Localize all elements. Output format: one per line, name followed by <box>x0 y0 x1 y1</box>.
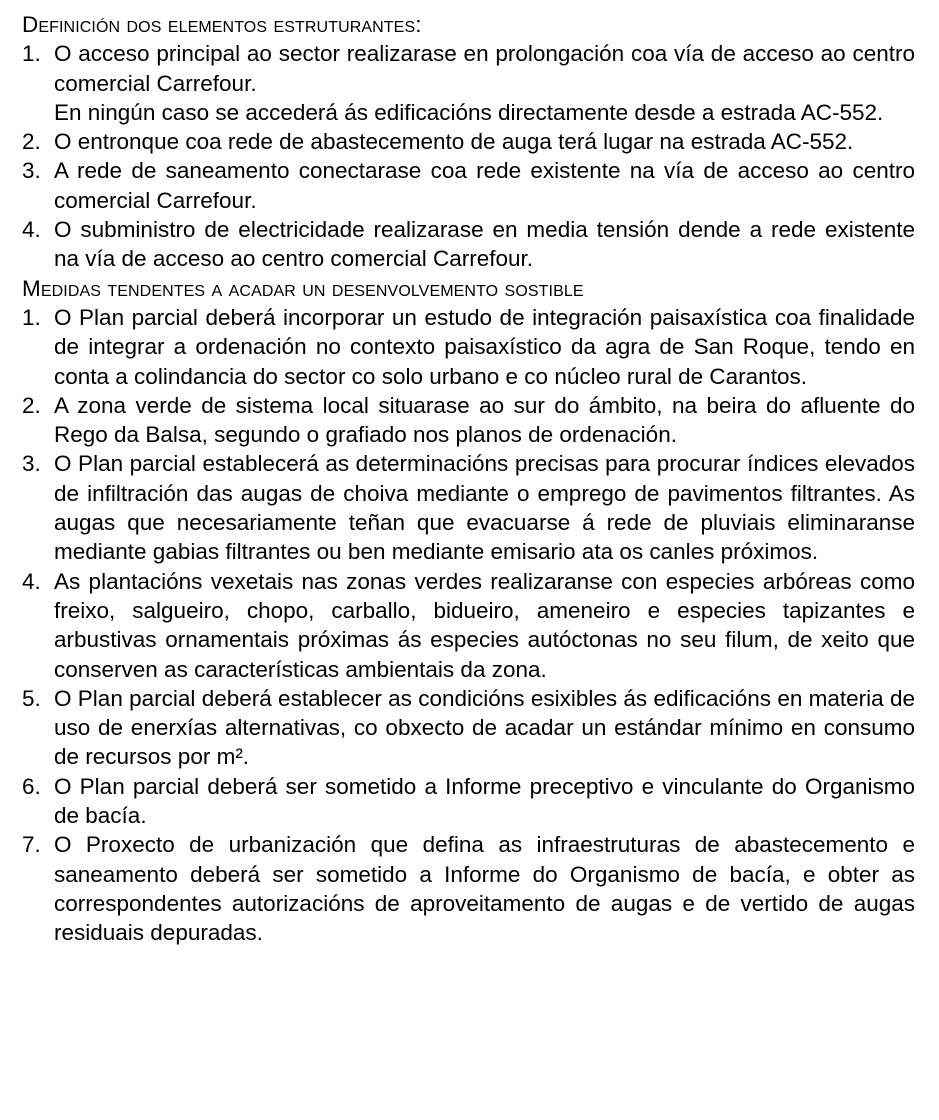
item-number: 2. <box>22 392 41 418</box>
list-item <box>22 567 915 684</box>
item-paragraph: O acceso principal ao sector realizarase en prolongación coa vía de acceso ao centro comercial Carrefour. <box>54 41 915 96</box>
document-page <box>22 10 915 948</box>
item-text <box>54 303 915 391</box>
item-paragraph: O entronque coa rede de abastecemento de auga terá lugar na estrada AC-552. <box>54 129 854 155</box>
item-number: 6. <box>22 773 41 799</box>
item-number: 3. <box>22 451 41 477</box>
item-text <box>54 567 915 684</box>
list-item <box>22 684 915 772</box>
item-paragraph: O Plan parcial deberá establecer as condicións esixibles ás edificacións en materia de uso de enerxías alternativas, co obxecto de acadar un estándar mínimo en consumo de recursos por m². <box>54 685 915 770</box>
list-item <box>22 830 915 947</box>
item-number: 5. <box>22 685 41 711</box>
section-heading-sustainable-measures: Medidas tendentes a acadar un desenvolvemento sostible <box>22 275 584 301</box>
item-number: 1. <box>22 304 41 330</box>
item-number: 1. <box>22 41 41 67</box>
list-item <box>22 156 915 215</box>
item-number: 2. <box>22 129 41 155</box>
item-paragraph: O subministro de electricidade realizarase en media tensión dende a rede existente na vía de acceso ao centro comercial Carrefour. <box>54 217 915 272</box>
item-text <box>54 39 915 127</box>
list-item <box>22 303 915 391</box>
list-item <box>22 127 915 156</box>
section-heading-structuring-elements: Definición dos elementos estruturantes: <box>22 12 422 37</box>
item-number: 3. <box>22 158 41 184</box>
item-paragraph: A rede de saneamento conectarase coa rede existente na vía de acceso ao centro comercial Carrefour. <box>54 158 915 213</box>
list-item <box>22 772 915 831</box>
item-number: 4. <box>22 217 41 243</box>
item-text <box>54 772 915 831</box>
item-paragraph: A zona verde de sistema local situarase ao sur do ámbito, na beira do afluente do Rego da Balsa, segundo o grafiado nos planos de ordenación. <box>54 392 915 448</box>
item-text <box>54 830 915 947</box>
item-number: 4. <box>22 568 41 594</box>
item-number: 7. <box>22 832 41 858</box>
item-paragraph: O Proxecto de urbanización que defina as infraestruturas de abastecemento e saneamento deberá ser sometido a Informe do Organismo de bacía, e obter as correspondentes autorizacións de aproveitamento de augas e de vertido de augas residuais depuradas. <box>54 832 915 946</box>
item-paragraph: O Plan parcial deberá incorporar un estudo de integración paisaxística coa finalidade de integrar a ordenación no contexto paisaxístico da agra de San Roque, tendo en conta a colindancia do sector co solo urbano e co núcleo rural de Carantos. <box>54 304 915 389</box>
item-text <box>54 156 915 215</box>
item-text <box>54 391 915 450</box>
item-paragraph: As plantacións vexetais nas zonas verdes realizaranse con especies arbóreas como freixo, salgueiro, chopo, carballo, bidueiro, ameneiro e especies tapizantes e arbustivas ornamentais próximas ás especies autóctonas no seu filum, de xeito que conserven as características ambientais da zona. <box>54 568 915 682</box>
item-text <box>54 215 915 274</box>
list-item <box>22 391 915 450</box>
item-text <box>54 684 915 772</box>
list-item <box>22 39 915 127</box>
item-paragraph: O Plan parcial deberá ser sometido a Informe preceptivo e vinculante do Organismo de bacía. <box>54 773 915 829</box>
list-item <box>22 449 915 566</box>
item-paragraph: En ningún caso se accederá ás edificacións directamente desde a estrada AC-552. <box>54 99 884 125</box>
item-paragraph: O Plan parcial establecerá as determinacións precisas para procurar índices elevados de infiltración das augas de choiva mediante o emprego de pavimentos filtrantes. As augas que necesariamente teñan que evacuarse á rede de pluviais eliminaranse mediante gabias filtrantes ou ben mediante emisario ata os canles próximos. <box>54 451 915 565</box>
sustainable-measures-list <box>22 303 915 948</box>
structuring-elements-list <box>22 39 915 273</box>
item-text <box>54 449 915 566</box>
item-text <box>54 127 915 156</box>
list-item <box>22 215 915 274</box>
